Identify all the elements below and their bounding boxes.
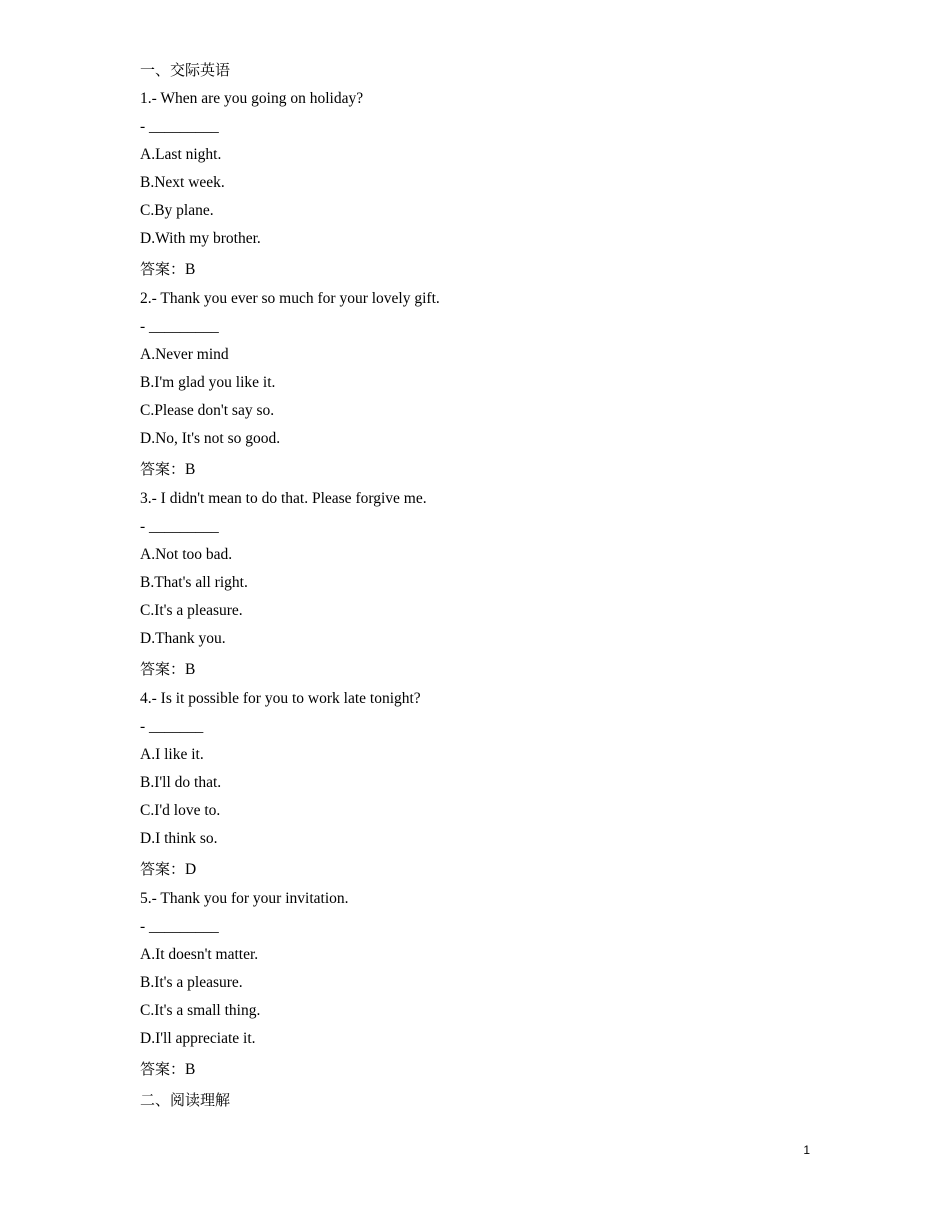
answer-line <box>140 653 820 685</box>
option-d: D.No, It's not so good. <box>140 430 281 447</box>
question-3 <box>140 485 820 685</box>
answer-label: 答案： <box>140 260 186 278</box>
answer-label: 答案： <box>140 660 186 678</box>
question-prompt: 2.- Thank you ever so much for your lovely gift. <box>140 290 440 307</box>
section-title-reading-comprehension: 二、阅读理解 <box>140 1091 231 1109</box>
option-b: B.I'm glad you like it. <box>140 374 276 391</box>
option-b: B.That's all right. <box>140 574 248 591</box>
option-a: A.Never mind <box>140 346 229 363</box>
answer-label: 答案： <box>140 860 186 878</box>
page-number: 1 <box>803 1143 810 1157</box>
option-c: C.It's a small thing. <box>140 1002 261 1019</box>
question-prompt: 4.- Is it possible for you to work late tonight? <box>140 690 421 707</box>
question-prompt: 5.- Thank you for your invitation. <box>140 890 349 907</box>
page-content <box>140 55 820 1115</box>
answer-line <box>140 453 820 485</box>
answer-blank: - _________ <box>140 518 219 535</box>
answer-line <box>140 853 820 885</box>
answer-value: B <box>185 661 196 678</box>
option-b: B.I'll do that. <box>140 774 222 791</box>
answer-blank: - _________ <box>140 918 219 935</box>
option-c: C.Please don't say so. <box>140 402 275 419</box>
question-prompt: 1.- When are you going on holiday? <box>140 90 364 107</box>
option-a: A.Last night. <box>140 146 222 163</box>
option-c: C.I'd love to. <box>140 802 221 819</box>
answer-blank: - _______ <box>140 718 204 735</box>
option-b: B.It's a pleasure. <box>140 974 243 991</box>
answer-value: B <box>185 261 196 278</box>
option-b: B.Next week. <box>140 174 225 191</box>
option-a: A.It doesn't matter. <box>140 946 259 963</box>
section-title-communicative-english: 一、交际英语 <box>140 61 231 79</box>
question-1 <box>140 85 820 285</box>
option-d: D.Thank you. <box>140 630 226 647</box>
answer-line <box>140 1053 820 1085</box>
question-2 <box>140 285 820 485</box>
question-4 <box>140 685 820 885</box>
question-prompt: 3.- I didn't mean to do that. Please forgive me. <box>140 490 427 507</box>
question-5 <box>140 885 820 1085</box>
option-c: C.It's a pleasure. <box>140 602 243 619</box>
answer-label: 答案： <box>140 460 186 478</box>
answer-label: 答案： <box>140 1060 186 1078</box>
answer-value: B <box>185 1061 196 1078</box>
answer-value: B <box>185 461 196 478</box>
answer-blank: - _________ <box>140 318 219 335</box>
answer-line <box>140 253 820 285</box>
option-a: A.I like it. <box>140 746 204 763</box>
option-c: C.By plane. <box>140 202 214 219</box>
answer-blank: - _________ <box>140 118 219 135</box>
option-d: D.I think so. <box>140 830 218 847</box>
answer-value: D <box>185 861 197 878</box>
option-d: D.With my brother. <box>140 230 261 247</box>
option-a: A.Not too bad. <box>140 546 233 563</box>
option-d: D.I'll appreciate it. <box>140 1030 256 1047</box>
